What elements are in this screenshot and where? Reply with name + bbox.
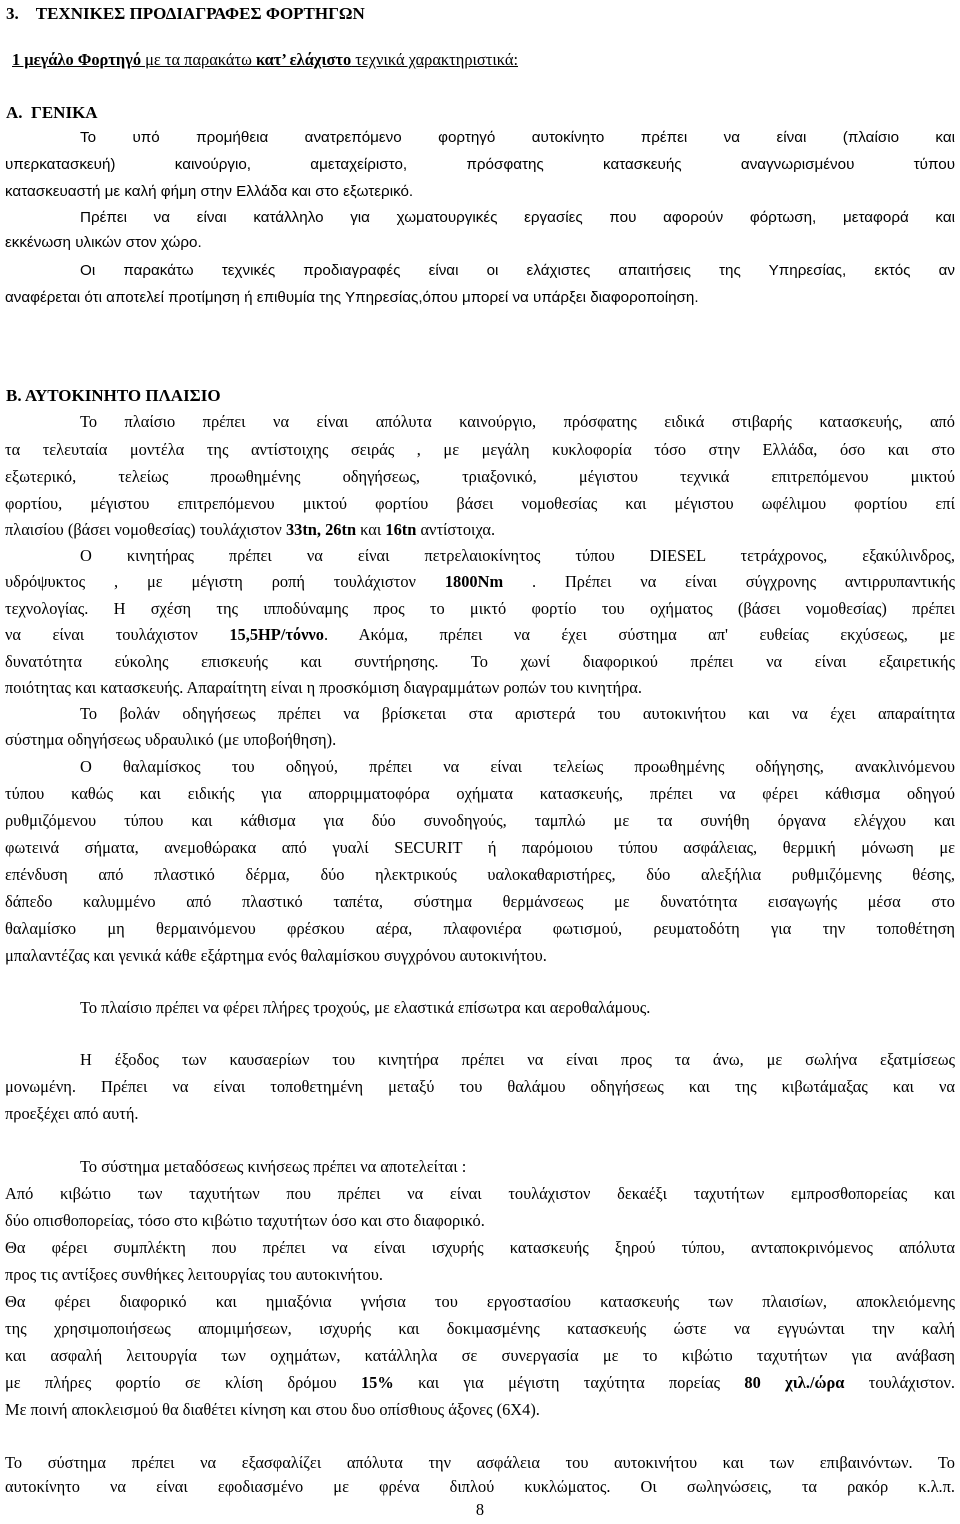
chassis-line: Το πλαίσιο πρέπει να είναι απόλυτα καινούργιο, πρόσφατης ειδικά στιβαρής κατασκευής, από — [80, 412, 955, 431]
chassis-line: Το σύστημα μεταδόσεως κινήσεως πρέπει να αποτελείται : — [80, 1157, 467, 1176]
text-run: . Ακόμα, πρέπει να έχει σύστημα απ' ευθείας εκχύσεως, με — [323, 625, 956, 644]
chassis-line: Από κιβώτιο των ταχυτήτων που πρέπει να είναι τουλάχιστον δεκαέξι ταχυτήτων εμπροσθοπορείας και — [5, 1184, 955, 1203]
chassis-line: Το σύστημα πρέπει να εξασφαλίζει απόλυτα την ασφάλεια του αυτοκινήτου και των επιβαινόντων. Το — [5, 1453, 955, 1472]
chassis-line: μονωμένη. Πρέπει να είναι τοποθετημένη μεταξύ του θαλάμου οδηγήσεως και της κιβωτάμαξας και να — [5, 1077, 955, 1096]
chassis-line: μπαλαντέζας και γενικά κάθε εξάρτημα ενός θαλαμίσκου συγχρόνου αυτοκινήτου. — [5, 946, 547, 965]
chassis-line: προς τις αντίξοες συνθήκες λειτουργίας του αυτοκινήτου. — [5, 1265, 383, 1284]
chassis-line: τύπου καθώς και ειδικής για απορριμματοφόρα οχήματα κατασκευής, πρέπει να φέρει κάθισμα οδηγού — [5, 784, 955, 803]
chassis-line: επένδυση από πλαστικό δέρμα, δύο ηλεκτρικούς υαλοκαθαριστήρες, δύο αλεξήλια ρυθμιζόμενης θέσης, — [5, 865, 955, 884]
general-line: αναφέρεται ότι αποτελεί προτίμηση ή επιθυμία της Υπηρεσίας,όπου μπορεί να υπάρξει διαφοροποίηση. — [5, 289, 699, 306]
load-value: 16tn — [385, 520, 417, 539]
general-line: κατασκευαστή με καλή φήμη στην Ελλάδα και στο εξωτερικό. — [5, 183, 414, 200]
chassis-line: θαλαμίσκο μη θερμαινόμενου φρέσκου αέρα, πλαφονιέρα φωτισμού, ρευματοδότη για την τοποθέτηση — [5, 919, 955, 938]
chassis-line: Θα φέρει διαφορικό και ημιαξόνια γνήσια του εργοστασίου κατασκευής των πλαισίων, αποκλειόμενης — [5, 1292, 955, 1311]
text-run: τουλάχιστον. — [844, 1373, 955, 1392]
chassis-line: δάπεδο καλυμμένο από πλαστικό ταπέτα, σύστημα θερμάνσεως με δυνατότητα εισαγωγής μέσα στο — [5, 892, 955, 911]
chassis-line: εξωτερικό, τελείως προωθημένης οδηγήσεως, τριαξονικό, μέγιστου τεχνικά επιτρεπόμενου μικτού — [5, 467, 955, 486]
chassis-line: και ασφαλή λειτουργία των οχημάτων, κατάλληλα σε συνεργασία με το κιβώτιο ταχυτήτων για ανάβαση — [5, 1346, 955, 1365]
chassis-line: ρυθμιζόμενου τύπου και κάθισμα για δύο συνοδηγούς, ταμπλώ με τα συνήθη όργανα ελέγχου και — [5, 811, 955, 830]
general-line: υπερκατασκευή) καινούργιο, αμεταχείριστο, πρόσφατης κατασκευής αναγνωρισμένου τύπου — [5, 156, 955, 173]
text-run: πλαισίου (βάσει νομοθεσίας) τουλάχιστον — [5, 520, 286, 539]
chassis-line: Με ποινή αποκλεισμού θα διαθέτει κίνηση και στου δυο οπίσθιους άξονες (6Χ4). — [5, 1400, 540, 1419]
chassis-line — [5, 572, 955, 592]
chassis-line: Ο κινητήρας πρέπει να είναι πετρελαιοκίνητος τύπου DIESEL τετράχρονος, εξακύλινδρος, — [80, 546, 955, 565]
power-ratio-value: 15,5HP/τόννο — [229, 625, 324, 644]
intro-truck-count: 1 μεγάλο Φορτηγό — [12, 50, 142, 69]
speed-value: 80 χιλ./ώρα — [744, 1373, 845, 1392]
torque-value: 1800Nm — [444, 572, 504, 591]
chassis-line: αυτοκίνητο να είναι εφοδιασμένο με φρένα διπλού κυκλώματος. Οι σωληνώσεις, τα ρακόρ κ.λ.π. — [5, 1477, 955, 1496]
chassis-line: δύο οπισθοπορείας, τόσο στο κιβώτιο ταχυτήτων όσο και στο διαφορικό. — [5, 1211, 485, 1230]
gradient-value: 15% — [360, 1373, 394, 1392]
section-title: 3. ΤΕΧΝΙΚΕΣ ΠΡΟΔΙΑΓΡΑΦΕΣ ΦΟΡΤΗΓΩΝ — [6, 4, 365, 23]
chassis-line: δυνατότητα εύκολης επισκευής και συντήρησης. Το χωνί διαφορικού πρέπει να είναι εξαιρετικής — [5, 652, 955, 671]
chassis-line: τεχνολογίας. Η σχέση της ιπποδύναμης προς το μικτό φορτίο του οχήματος (βάσει νομοθεσίας) πρέπει — [5, 599, 955, 618]
chassis-line: Θα φέρει συμπλέκτη που πρέπει να είναι ισχυρής κατασκευής ξηρού τύπου, ανταποκρινόμενος απόλυτα — [5, 1238, 955, 1257]
intro-line — [12, 50, 518, 70]
chassis-line: φορτίου, μέγιστου επιτρεπόμενου μικτού φορτίου βάσει νομοθεσίας και μέγιστου ωφέλιμου φορτίου επί — [5, 494, 955, 513]
chassis-line — [5, 1373, 955, 1393]
text-run: να είναι τουλάχιστον — [5, 625, 230, 644]
chassis-line — [5, 520, 495, 540]
load-values: 33tn, 26tn — [285, 520, 357, 539]
intro-minimum: κατ’ ελάχιστο — [255, 50, 352, 69]
page-number: 8 — [475, 1500, 485, 1519]
chassis-line — [5, 625, 955, 645]
general-line: Το υπό προμήθεια ανατρεπόμενο φορτηγό αυτοκίνητο πρέπει να είναι (πλαίσιο και — [80, 129, 955, 146]
chassis-line: προεξέχει από αυτή. — [5, 1104, 139, 1123]
general-line: Οι παρακάτω τεχνικές προδιαγραφές είναι οι ελάχιστες απαιτήσεις της Υπηρεσίας, εκτός αν — [80, 262, 955, 279]
general-heading: Α. ΓΕΝΙΚΑ — [6, 103, 98, 122]
text-run: . Πρέπει να είναι σύγχρονης αντιρρυπαντικής — [503, 572, 955, 591]
intro-text-end: τεχνικά χαρακτηριστικά: — [351, 50, 519, 69]
chassis-line: φωτεινά σήματα, ανεμοθώρακα από γυαλί SECURIT ή παρόμοιου τύπου ασφάλειας, θερμική μόνωση με — [5, 838, 955, 857]
chassis-line: Το πλαίσιο πρέπει να φέρει πλήρες τροχούς, με ελαστικά επίσωτρα και αεροθαλάμους. — [80, 998, 651, 1017]
chassis-line: σύστημα οδηγήσεως υδραυλικό (με υποβοήθηση). — [5, 730, 337, 749]
chassis-line: ποιότητας και κατασκευής. Απαραίτητη είναι η προσκόμιση διαγραμμάτων ροπών του κινητήρα. — [5, 678, 642, 697]
chassis-heading: Β. ΑΥΤΟΚΙΝΗΤΟ ΠΛΑΙΣΙΟ — [6, 386, 221, 405]
chassis-line: της χρησιμοποιήσεως απομιμήσεων, ισχυρής και δοκιμασμένης κατασκευής ώστε να εγγυώνται την καλή — [5, 1319, 955, 1338]
text-run: αντίστοιχα. — [416, 520, 496, 539]
intro-text: με τα παρακάτω — [141, 50, 256, 69]
chassis-line: τα τελευταία μοντέλα της αντίστοιχης σειράς , με μεγάλη κυκλοφορία τόσο στην Ελλάδα, όσο και στο — [5, 440, 955, 459]
chassis-line: Ο θαλαμίσκος του οδηγού, πρέπει να είναι τελείως προωθημένης οδήγησης, ανακλινόμενου — [80, 757, 955, 776]
text-run: με πλήρες φορτίο σε κλίση δρόμου — [5, 1373, 361, 1392]
chassis-line: Το βολάν οδηγήσεως πρέπει να βρίσκεται στα αριστερά του αυτοκινήτου και να έχει απαραίτητα — [80, 704, 955, 723]
chassis-line: Η έξοδος των καυσαερίων του κινητήρα πρέπει να είναι προς τα άνω, με σωλήνα εξατμίσεως — [80, 1050, 955, 1069]
general-line: Πρέπει να είναι κατάλληλο για χωματουργικές εργασίες που αφορούν φόρτωση, μεταφορά και — [80, 209, 955, 226]
text-run: υδρόψυκτος , με μέγιστη ροπή τουλάχιστον — [5, 572, 445, 591]
general-line: εκκένωση υλικών στον χώρο. — [5, 234, 202, 251]
text-run: και για μέγιστη ταχύτητα πορείας — [393, 1373, 745, 1392]
text-run: και — [356, 520, 386, 539]
